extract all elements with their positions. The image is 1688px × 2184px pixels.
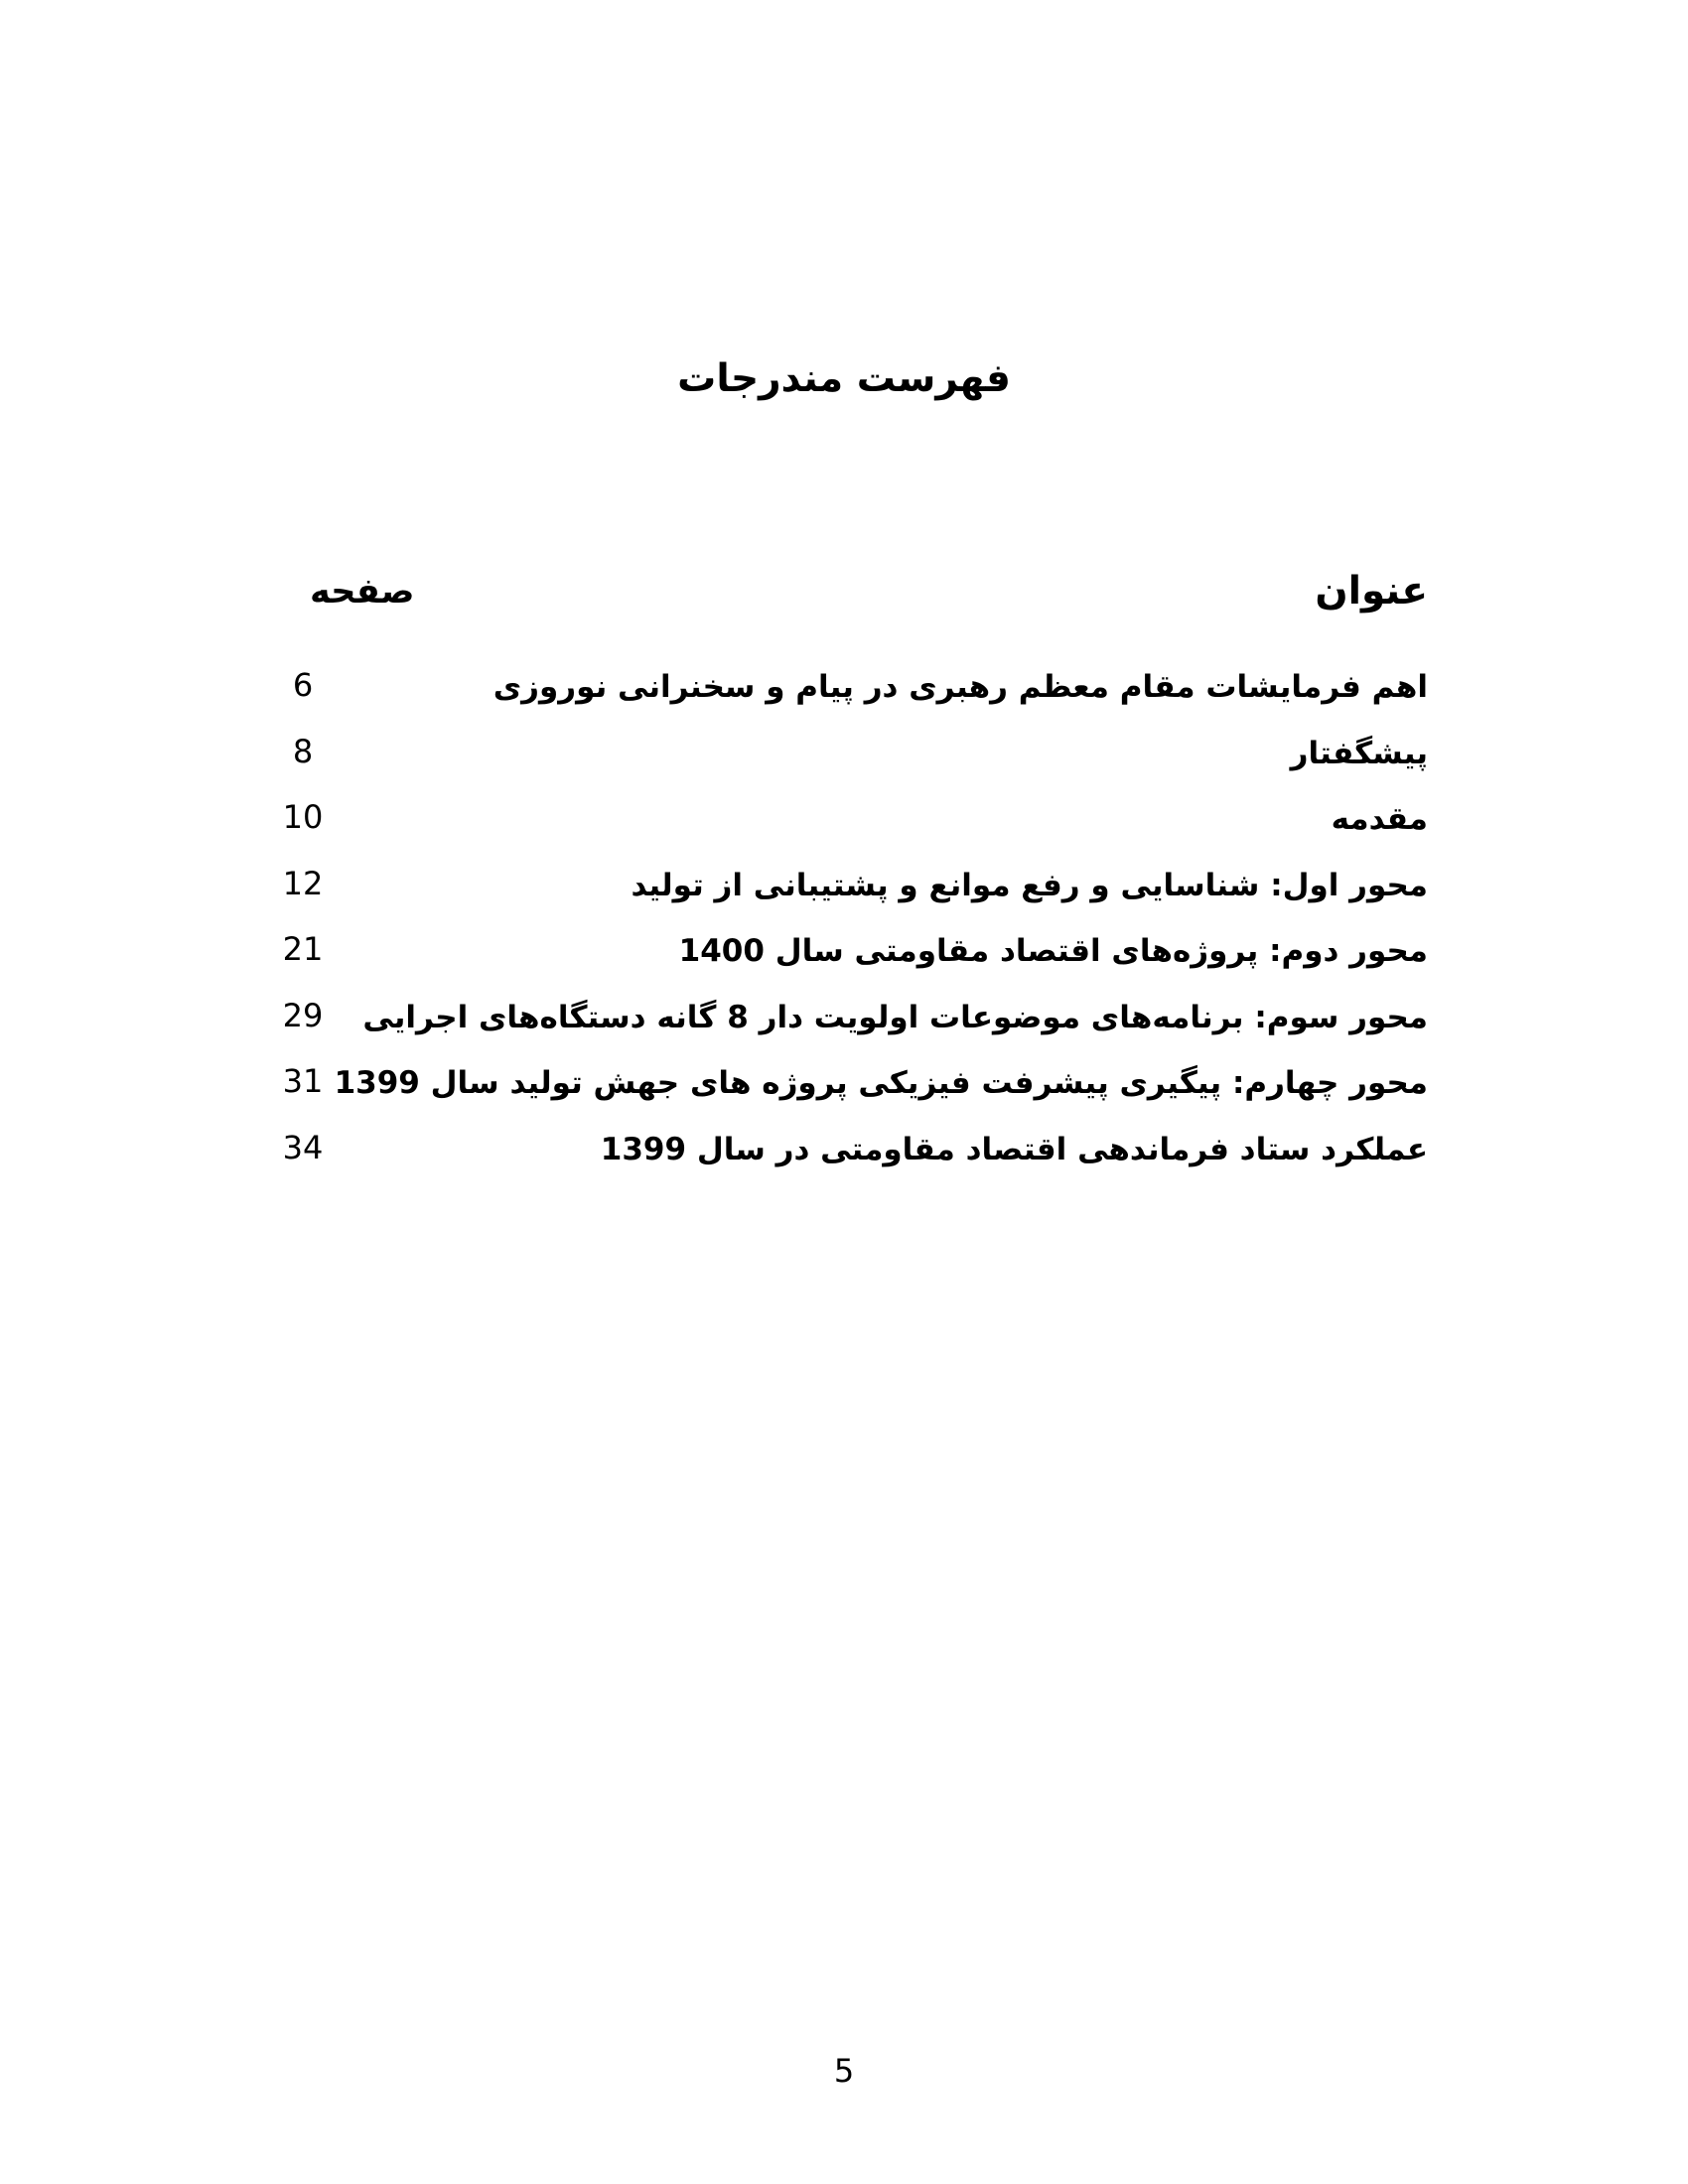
toc-entry[interactable] [268, 1126, 1428, 1192]
toc-entry[interactable] [268, 1059, 1428, 1126]
toc-entry[interactable] [268, 862, 1428, 928]
toc-entry-title: عملکرد ستاد فرماندهی اقتصاد مقاومتی در سال 1399 [600, 1131, 1428, 1167]
toc-entry-page: 29 [282, 996, 324, 1034]
toc-entry[interactable] [268, 994, 1428, 1060]
toc-entry-page: 21 [282, 930, 324, 968]
toc-entry-title: پیشگفتار [1290, 735, 1428, 771]
toc-entry-title: مقدمه [1331, 801, 1428, 837]
toc-entry-page: 6 [292, 666, 314, 704]
toc-entry-page: 31 [282, 1062, 324, 1100]
header-page-label: صفحه [310, 572, 415, 612]
header-title-label: عنوان [1315, 569, 1428, 614]
page-title: فهرست مندرجات [677, 356, 1011, 401]
toc-entry-title: محور دوم: پروژه‌های اقتصاد مقاومتی سال 1400 [678, 933, 1428, 969]
toc-header [298, 562, 1428, 621]
toc-entry[interactable] [268, 663, 1428, 730]
toc-entry-title: محور اول: شناسایی و رفع موانع و پشتیبانی از تولید [631, 867, 1428, 903]
toc-entry[interactable] [268, 927, 1428, 994]
toc-entry-page: 12 [282, 864, 324, 902]
toc-entry-title: محور چهارم: پیگیری پیشرفت فیزیکی پروژه های جهش تولید سال 1399 [334, 1065, 1428, 1101]
page-number: 5 [833, 2052, 855, 2090]
toc-entry-page: 34 [282, 1128, 324, 1166]
table-of-contents [268, 663, 1428, 1191]
toc-entry-page: 8 [292, 732, 314, 770]
toc-entry-page: 10 [282, 798, 324, 836]
toc-entry-title: محور سوم: برنامه‌های موضوعات اولویت دار 8 گانه دستگاه‌های اجرایی [362, 999, 1428, 1035]
toc-entry[interactable] [268, 795, 1428, 862]
toc-entry[interactable] [268, 730, 1428, 796]
toc-entry-title: اهم فرمایشات مقام معظم رهبری در پیام و سخنرانی نوروزی [492, 669, 1428, 705]
